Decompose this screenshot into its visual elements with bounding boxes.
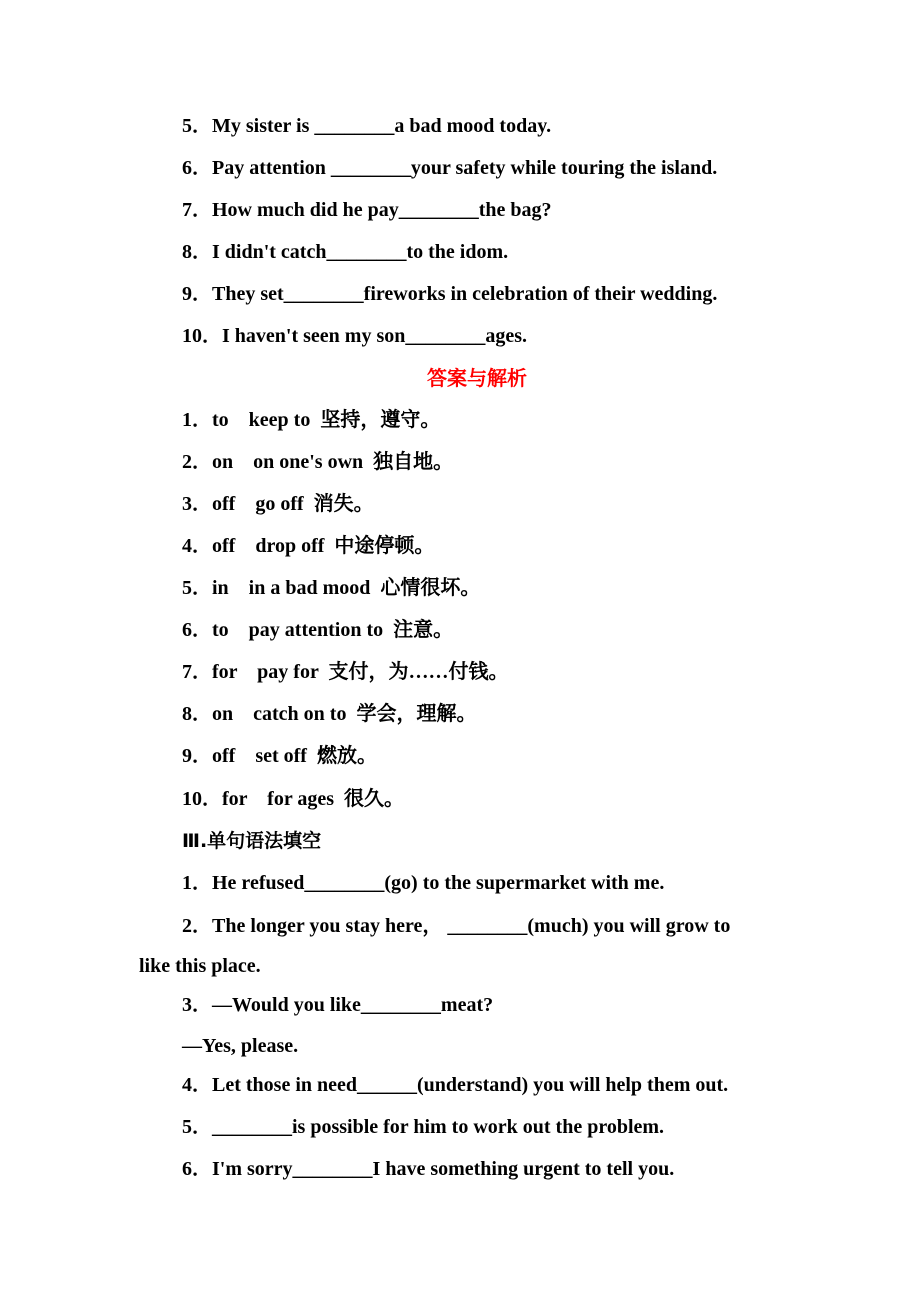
answer-item: 6．to pay attention to 注意。 (182, 619, 454, 641)
answer-item: 3．off go off 消失。 (182, 493, 374, 515)
answer-item: 4．off drop off 中途停顿。 (182, 535, 435, 557)
question-item: 5．________is possible for him to work out the problem. (182, 1116, 665, 1138)
exercise-item: 8．I didn't catch________to the idom. (182, 241, 509, 263)
question-item: 1．He refused________(go) to the supermarket with me. (182, 872, 665, 894)
question-continuation: —Yes, please. (182, 1035, 299, 1057)
answer-item: 1．to keep to 坚持，遵守。 (182, 409, 441, 431)
question-item: 3．—Would you like________meat? (182, 994, 494, 1016)
question-item: 6．I'm sorry________I have something urgent to tell you. (182, 1158, 675, 1180)
section-title: Ⅲ.单句语法填空 (182, 830, 322, 852)
question-item: 2．The longer you stay here， ________(much) you will grow to (182, 915, 731, 937)
answer-item: 9．off set off 燃放。 (182, 745, 377, 767)
answer-item: 10．for for ages 很久。 (182, 788, 405, 810)
exercise-item: 9．They set________fireworks in celebration of their wedding. (182, 283, 718, 305)
question-continuation: like this place. (139, 955, 261, 977)
exercise-item: 10．I haven't seen my son________ages. (182, 325, 528, 347)
exercise-item: 7．How much did he pay________the bag? (182, 199, 552, 221)
exercise-item: 6．Pay attention ________your safety while touring the island. (182, 157, 718, 179)
answer-item: 7．for pay for 支付，为……付钱。 (182, 661, 509, 683)
answer-item: 8．on catch on to 学会，理解。 (182, 703, 477, 725)
exercise-item: 5．My sister is ________a bad mood today. (182, 115, 552, 137)
answers-heading: 答案与解析 (427, 366, 527, 390)
answer-item: 5．in in a bad mood 心情很坏。 (182, 577, 481, 599)
question-item: 4．Let those in need______(understand) you will help them out. (182, 1074, 729, 1096)
answer-item: 2．on on one's own 独自地。 (182, 451, 454, 473)
